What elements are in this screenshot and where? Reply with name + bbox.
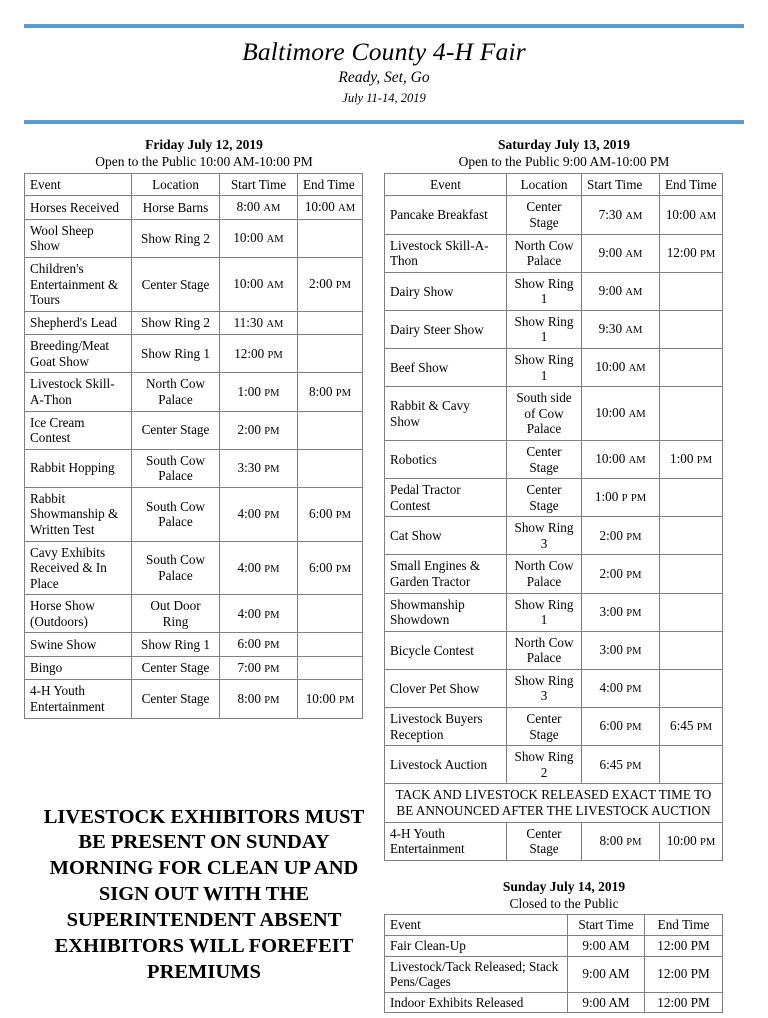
event-location: Show Ring 3 <box>507 669 582 707</box>
saturday-subheading: Open to the Public 9:00 AM-10:00 PM <box>458 153 670 169</box>
friday-col-location: Location <box>132 173 220 196</box>
event-location: Center Stage <box>507 196 582 234</box>
sunday-col-end: End Time <box>645 915 723 936</box>
table-row <box>385 196 723 234</box>
event-location: North Cow Palace <box>132 373 220 411</box>
event-location: Show Ring 1 <box>507 310 582 348</box>
table-row <box>25 656 363 679</box>
event-name: Shepherd's Lead <box>25 311 132 334</box>
event-name: Rabbit & Cavy Show <box>385 387 507 441</box>
table-row <box>385 936 723 957</box>
table-row <box>385 310 723 348</box>
event-start-time: 8:00 PM <box>220 680 298 718</box>
table-row <box>25 541 363 595</box>
event-start-time: 10:00 AM <box>582 440 660 478</box>
friday-column <box>24 137 384 985</box>
event-name: Dairy Steer Show <box>385 310 507 348</box>
sunday-subheading: Closed to the Public <box>509 895 619 911</box>
event-name: Rabbit Hopping <box>25 449 132 487</box>
event-location: Show Ring 1 <box>507 593 582 631</box>
table-row <box>385 708 723 746</box>
event-end-time <box>298 633 363 656</box>
event-name: Fair Clean-Up <box>385 936 568 957</box>
event-start-time: 6:45 PM <box>582 746 660 784</box>
event-end-time <box>660 272 723 310</box>
event-location: Show Ring 1 <box>132 633 220 656</box>
event-start-time: 1:00 P PM <box>582 479 660 517</box>
event-start-time: 12:00 PM <box>220 335 298 373</box>
event-start-time: 10:00 AM <box>220 219 298 257</box>
sunday-header-row <box>385 915 723 936</box>
event-end-time <box>660 593 723 631</box>
event-name: Cat Show <box>385 517 507 555</box>
event-location: Show Ring 2 <box>507 746 582 784</box>
event-start-time: 3:30 PM <box>220 449 298 487</box>
event-end-time: 6:00 PM <box>298 487 363 541</box>
event-name: Livestock Buyers Reception <box>385 708 507 746</box>
friday-heading: Friday July 12, 2019 <box>145 137 263 153</box>
event-name: Livestock/Tack Released; Stack Pens/Cages <box>385 956 568 992</box>
event-end-time <box>298 595 363 633</box>
table-row <box>385 349 723 387</box>
event-end-time: 6:45 PM <box>660 708 723 746</box>
event-start-time: 8:00 PM <box>582 822 660 860</box>
event-start-time: 2:00 PM <box>582 517 660 555</box>
table-row <box>385 992 723 1013</box>
event-location: South Cow Palace <box>132 541 220 595</box>
event-start-time: 4:00 PM <box>220 487 298 541</box>
table-row <box>385 822 723 860</box>
event-start-time: 7:30 AM <box>582 196 660 234</box>
event-name: Indoor Exhibits Released <box>385 992 568 1013</box>
table-row <box>385 669 723 707</box>
event-end-time: 10:00 AM <box>660 196 723 234</box>
event-start-time: 9:30 AM <box>582 310 660 348</box>
event-start-time: 8:00 AM <box>220 196 298 219</box>
event-start-time: 9:00 AM <box>568 936 645 957</box>
friday-subheading: Open to the Public 10:00 AM-10:00 PM <box>95 153 313 169</box>
event-location: North Cow Palace <box>507 234 582 272</box>
event-name: Dairy Show <box>385 272 507 310</box>
event-location: South side of Cow Palace <box>507 387 582 441</box>
event-name: 4-H Youth Entertainment <box>385 822 507 860</box>
table-row <box>25 219 363 257</box>
table-row <box>385 555 723 593</box>
event-end-time <box>660 479 723 517</box>
event-name: Bicycle Contest <box>385 631 507 669</box>
event-location: Center Stage <box>132 411 220 449</box>
table-row <box>385 631 723 669</box>
event-name: Pedal Tractor Contest <box>385 479 507 517</box>
table-row <box>25 335 363 373</box>
event-location: Show Ring 2 <box>132 311 220 334</box>
event-end-time: 10:00 PM <box>660 822 723 860</box>
event-name: Livestock Skill-A-Thon <box>25 373 132 411</box>
event-name: Swine Show <box>25 633 132 656</box>
friday-col-end: End Time <box>298 173 363 196</box>
page-title: Baltimore County 4-H Fair <box>242 37 526 66</box>
event-start-time: 9:00 AM <box>568 992 645 1013</box>
table-row <box>25 411 363 449</box>
event-location: Out Door Ring <box>132 595 220 633</box>
event-start-time: 9:00 AM <box>582 234 660 272</box>
event-location: Show Ring 2 <box>132 219 220 257</box>
event-location: Center Stage <box>132 258 220 312</box>
event-start-time: 10:00 AM <box>582 387 660 441</box>
event-start-time: 2:00 PM <box>582 555 660 593</box>
event-end-time <box>298 219 363 257</box>
event-end-time <box>660 669 723 707</box>
table-row <box>385 440 723 478</box>
event-end-time <box>660 631 723 669</box>
exhibitor-notice: LIVESTOCK EXHIBITORS MUST BE PRESENT ON SUNDAY MORNING FOR CLEAN UP AND SIGN OUT WITH THE SUPERINTENDENT ABSENT EXHIBITORS WILL FOREFEIT PREMIUMS <box>43 805 365 983</box>
table-row <box>385 746 723 784</box>
event-location: Center Stage <box>507 822 582 860</box>
schedule-columns <box>24 137 744 1013</box>
friday-col-start: Start Time <box>220 173 298 196</box>
event-name: Horses Received <box>25 196 132 219</box>
event-end-time: 12:00 PM <box>645 992 723 1013</box>
table-row <box>385 517 723 555</box>
sunday-col-start: Start Time <box>568 915 645 936</box>
event-name: 4-H Youth Entertainment <box>25 680 132 718</box>
saturday-col-event: Event <box>385 173 507 196</box>
event-name: Bingo <box>25 656 132 679</box>
event-end-time <box>660 349 723 387</box>
event-end-time <box>660 310 723 348</box>
event-name: Children's Entertainment & Tours <box>25 258 132 312</box>
event-start-time: 6:00 PM <box>582 708 660 746</box>
friday-header-row <box>25 173 363 196</box>
event-name: Breeding/Meat Goat Show <box>25 335 132 373</box>
sunday-col-event: Event <box>385 915 568 936</box>
table-row <box>385 272 723 310</box>
event-end-time: 2:00 PM <box>298 258 363 312</box>
event-name: Livestock Auction <box>385 746 507 784</box>
event-end-time <box>660 746 723 784</box>
table-row <box>25 196 363 219</box>
event-location: North Cow Palace <box>507 631 582 669</box>
event-start-time: 10:00 AM <box>582 349 660 387</box>
sunday-schedule-table <box>384 914 723 1013</box>
event-location: Show Ring 1 <box>132 335 220 373</box>
event-end-time <box>660 387 723 441</box>
event-start-time: 10:00 AM <box>220 258 298 312</box>
event-start-time: 7:00 PM <box>220 656 298 679</box>
event-location: Center Stage <box>507 440 582 478</box>
event-name: Ice Cream Contest <box>25 411 132 449</box>
sunday-heading: Sunday July 14, 2019 <box>502 878 626 894</box>
event-location: Center Stage <box>507 708 582 746</box>
event-location: Show Ring 3 <box>507 517 582 555</box>
event-name: Horse Show (Outdoors) <box>25 595 132 633</box>
table-row <box>385 234 723 272</box>
saturday-heading: Saturday July 13, 2019 <box>497 137 631 153</box>
event-name: Livestock Skill-A-Thon <box>385 234 507 272</box>
table-row <box>385 387 723 441</box>
event-location: South Cow Palace <box>132 487 220 541</box>
header-rule-bottom <box>24 120 744 124</box>
livestock-release-notice-row <box>385 784 723 822</box>
title-block <box>24 28 744 111</box>
event-name: Beef Show <box>385 349 507 387</box>
event-location: Horse Barns <box>132 196 220 219</box>
event-end-time: 1:00 PM <box>660 440 723 478</box>
event-location: Center Stage <box>132 680 220 718</box>
table-row <box>25 633 363 656</box>
event-end-time: 12:00 PM <box>645 936 723 957</box>
event-start-time: 3:00 PM <box>582 593 660 631</box>
event-start-time: 4:00 PM <box>220 595 298 633</box>
fair-schedule-page <box>0 24 768 1018</box>
event-start-time: 1:00 PM <box>220 373 298 411</box>
event-end-time: 10:00 AM <box>298 196 363 219</box>
friday-schedule-table <box>24 173 363 719</box>
table-row <box>25 487 363 541</box>
event-start-time: 3:00 PM <box>582 631 660 669</box>
saturday-col-start: Start Time <box>582 173 660 196</box>
friday-col-event: Event <box>25 173 132 196</box>
event-end-time <box>298 335 363 373</box>
table-row <box>25 258 363 312</box>
saturday-header-row <box>385 173 723 196</box>
event-end-time: 6:00 PM <box>298 541 363 595</box>
event-name: Wool Sheep Show <box>25 219 132 257</box>
event-end-time <box>298 656 363 679</box>
fair-dates: July 11-14, 2019 <box>342 91 426 106</box>
event-location: North Cow Palace <box>507 555 582 593</box>
saturday-col-end: End Time <box>660 173 723 196</box>
event-end-time <box>298 449 363 487</box>
event-location: Center Stage <box>507 479 582 517</box>
event-name: Robotics <box>385 440 507 478</box>
event-end-time: 12:00 PM <box>660 234 723 272</box>
table-row <box>25 595 363 633</box>
saturday-col-location: Location <box>507 173 582 196</box>
event-start-time: 9:00 AM <box>582 272 660 310</box>
event-start-time: 4:00 PM <box>220 541 298 595</box>
event-location: Show Ring 1 <box>507 349 582 387</box>
event-location: Show Ring 1 <box>507 272 582 310</box>
event-name: Showmanship Showdown <box>385 593 507 631</box>
event-name: Rabbit Showmanship & Written Test <box>25 487 132 541</box>
table-row <box>25 373 363 411</box>
event-end-time: 12:00 PM <box>645 956 723 992</box>
event-start-time: 6:00 PM <box>220 633 298 656</box>
table-row <box>25 311 363 334</box>
event-name: Small Engines & Garden Tractor <box>385 555 507 593</box>
event-name: Pancake Breakfast <box>385 196 507 234</box>
event-start-time: 2:00 PM <box>220 411 298 449</box>
event-end-time <box>298 311 363 334</box>
event-start-time: 9:00 AM <box>568 956 645 992</box>
fair-tagline: Ready, Set, Go <box>338 69 430 87</box>
event-name: Clover Pet Show <box>385 669 507 707</box>
table-row <box>25 680 363 718</box>
event-end-time: 8:00 PM <box>298 373 363 411</box>
event-location: Center Stage <box>132 656 220 679</box>
sunday-block <box>384 879 744 1014</box>
saturday-sunday-column <box>384 137 744 1013</box>
table-row <box>385 593 723 631</box>
event-start-time: 11:30 AM <box>220 311 298 334</box>
event-end-time <box>298 411 363 449</box>
table-row <box>25 449 363 487</box>
event-start-time: 4:00 PM <box>582 669 660 707</box>
table-row <box>385 956 723 992</box>
event-name: Cavy Exhibits Received & In Place <box>25 541 132 595</box>
table-row <box>385 479 723 517</box>
saturday-schedule-table <box>384 173 723 861</box>
event-end-time: 10:00 PM <box>298 680 363 718</box>
event-end-time <box>660 555 723 593</box>
event-end-time <box>660 517 723 555</box>
event-location: South Cow Palace <box>132 449 220 487</box>
livestock-release-notice: TACK AND LIVESTOCK RELEASED EXACT TIME TO BE ANNOUNCED AFTER THE LIVESTOCK AUCTION <box>385 784 723 822</box>
